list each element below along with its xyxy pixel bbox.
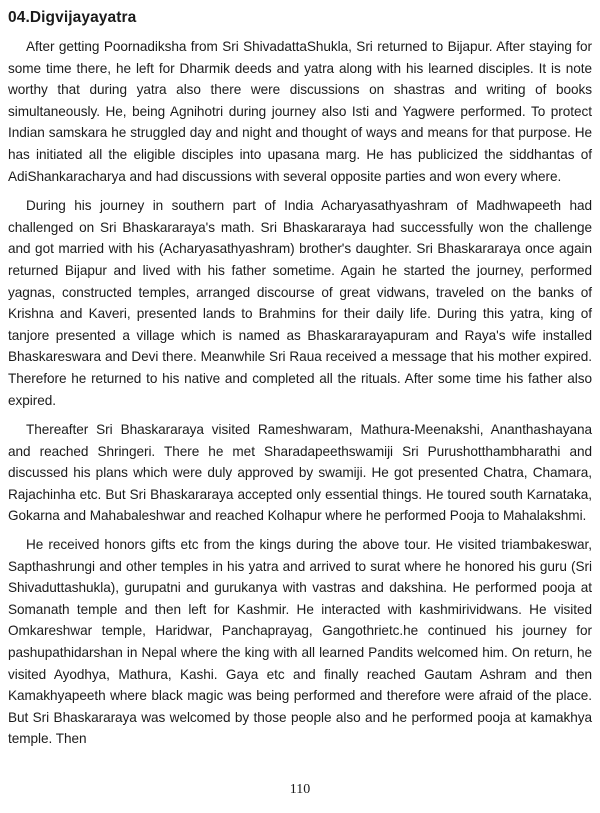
section-heading: 04.Digvijayayatra [8,9,137,26]
page-number: 110 [289,782,311,797]
document-page [8,8,592,804]
paragraph-1: After getting Poornadiksha from Sri ShivadattaShukla, Sri returned to Bijapur. After staying for some time there, he left for Dharmik deeds and yatra along with his learned disciples. It is note worthy that during yatra also there were discussions on shastras and writing of books simultaneously. He, being Agnihotri during journey also Isti and Yagwere performed. To protect Indian samskara he struggled day and night and thought of ways and means for that purpose. He has initiated all the eligible disciples into upasana marg. He has publicized the siddhantas of AdiShankaracharya and had discussions with several opposite parties and won every where. [8,39,592,184]
paragraph-4: He received honors gifts etc from the kings during the above tour. He visited triambakeswar, Sapthashrungi and other temples in his yatra and arrived to surat where he honored his guru (Sri Shivaduttashukla), gurupatni and gurukanya with vastras and dakshina. He performed pooja at Somanath temple and then left for Kashmir. He interacted with kashmirividwans. He visited Omkareshwar temple, Haridwar, Panchaprayag, Gangothrietc.he continued his journey for pashupathidarshan in Nepal where the king with all learned Pandits welcomed him. On return, he visited Ayodhya, Mathura, Kashi. Gaya etc and finally reached Gautam Ashram and then Kamakhyapeeth where black magic was being performed and therefore were afraid of the place. But Sri Bhaskararaya was welcomed by those people also and he performed pooja at kamakhya temple. Then [8,537,592,747]
paragraph-3: Thereafter Sri Bhaskararaya visited Rameshwaram, Mathura-Meenakshi, Ananthashayana and reached Shringeri. There he met Sharadapeethswamiji Sri Purushotthambharathi and discussed his plans which were duly approved by swamiji. He got presented Chatra, Chamara, Rajachinha etc. But Sri Bhaskararaya accepted only essential things. He toured south Karnataka, Gokarna and Mahabaleshwar and reached Kolhapur where he performed Pooja to Mahalakshmi. [8,422,592,524]
paragraph-2: During his journey in southern part of India Acharyasathyashram of Madhwapeeth had challenged on Sri Bhaskararaya's math. Sri Bhaskararaya had successfully won the challenge and got married with his (Acharyasathyashram) brother's daughter. Sri Bhaskararaya once again returned Bijapur and lived with his father sometime. Again he started the journey, performed yagnas, constructed temples, arranged discourse of great vidwans, traveled on the banks of Krishna and Kaveri, presented lands to Brahmins for their daily life. During this yatra, king of tanjore presented a village which is named as Bhaskararayapuram and Raya's wife installed Bhaskareswara and Devi there. Meanwhile Sri Raua received a message that his mother expired. Therefore he returned to his native and completed all the rituals. After some time his father also expired. [8,198,592,408]
